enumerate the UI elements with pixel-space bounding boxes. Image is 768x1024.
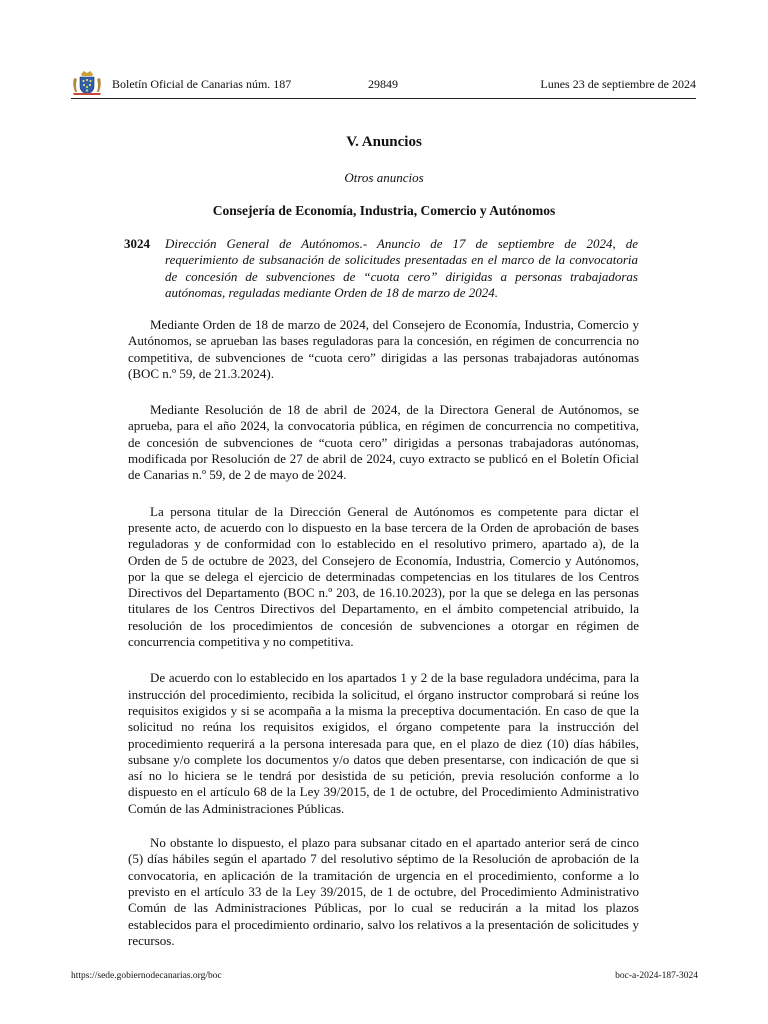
- paragraph: De acuerdo con lo establecido en los apartados 1 y 2 de la base reguladora undécima, para la instrucción del procedimiento, recibida la solicitud, el órgano instructor comprobará si reúne los requisitos exigidos y si se acompaña a la misma la preceptiva documentación. En caso de que la solicitud no reúna los requisitos exigidos, el órgano competente para la instrucción del procedimiento requerirá a la persona interesada para que, en el plazo de diez (10) días hábiles, subsane y/o complete los documentos y/o datos que deben presentarse, con indicación de que si así no lo hiciera se le tendrá por desistida de su petición, previa resolución conforme a lo dispuesto en el artículo 68 de la Ley 39/2015, de 1 de octubre, del Procedimiento Administrativo Común de las Administraciones Públicas.: [128, 670, 639, 816]
- paragraph: Mediante Orden de 18 de marzo de 2024, del Consejero de Economía, Industria, Comercio y Autónomos, se aprueban las bases reguladoras para la concesión, en régimen de concurrencia no competitiva, de subvenciones de “cuota cero” dirigidas a las personas trabajadoras autónomas (BOC n.º 59, de 21.3.2024).: [128, 317, 639, 381]
- paragraph: No obstante lo dispuesto, el plazo para subsanar citado en el apartado anterior será de cinco (5) días hábiles según el apartado 7 del resolutivo séptimo de la Resolución de aprobación de la convocatoria, en aplicación de la tramitación de urgencia en el procedimiento, conforme a lo previsto en el artículo 33 de la Ley 39/2015, de 1 de octubre, del Procedimiento Administrativo Común de las Administraciones Públicas, por lo cual se reducirán a la mitad los plazos establecidos para el procedimiento ordinario, salvo los relativos a la presentación de solicitudes y recursos.: [128, 835, 639, 948]
- announcement-title: Dirección General de Autónomos.- Anuncio de 17 de septiembre de 2024, de requerimiento de subsanación de solicitudes presentadas en el marco de la convocatoria de concesión de subvenciones de “cuota cero” dirigidas a personas trabajadoras autónomas, reguladas mediante Orden de 18 de marzo de 2024.: [165, 236, 638, 300]
- announcement-number: 3024: [124, 236, 150, 251]
- subsection-title: Otros anuncios: [344, 170, 424, 185]
- footer-document-id: boc-a-2024-187-3024: [615, 971, 698, 981]
- page-header: [71, 70, 696, 99]
- coat-of-arms-icon: [71, 70, 103, 96]
- paragraph: La persona titular de la Dirección General de Autónomos es competente para dictar el presente acto, de acuerdo con lo dispuesto en la base tercera de la Orden de aprobación de bases reguladoras y de conformidad con lo establecido en el resolutivo primero, apartado a), de la Orden de 5 de octubre de 2023, del Consejero de Economía, Industria, Comercio y Autónomos, por la que se delega el ejercicio de determinadas competencias en los titulares de los Centros Directivos del Departamento (BOC n.º 203, de 16.10.2023), por la que se delega en las personas titulares de los Centros Directivos del Departamento, en el ámbito competencial atribuido, la resolución de los procedimientos de concesión de subvenciones a otorgar en régimen de concurrencia competitiva y no competitiva.: [128, 503, 639, 650]
- paragraph: Mediante Resolución de 18 de abril de 2024, de la Directora General de Autónomos, se aprueba, para el año 2024, la convocatoria pública, en régimen de concurrencia no competitiva, de concesión de subvenciones de “cuota cero” dirigidas a personas trabajadoras autónomas, modificada por Resolución de 27 de abril de 2024, cuyo extracto se publicó en el Boletín Oficial de Canarias n.º 59, de 2 de mayo de 2024.: [128, 402, 639, 483]
- section-title: V. Anuncios: [346, 134, 422, 150]
- publication-date: Lunes 23 de septiembre de 2024: [540, 77, 696, 91]
- department-name: Consejería de Economía, Industria, Comercio y Autónomos: [212, 203, 556, 218]
- document-body: [128, 317, 639, 969]
- publication-name: Boletín Oficial de Canarias núm. 187: [112, 77, 292, 91]
- page-number: 29849: [368, 77, 398, 91]
- footer-url[interactable]: https://sede.gobiernodecanarias.org/boc: [71, 971, 222, 981]
